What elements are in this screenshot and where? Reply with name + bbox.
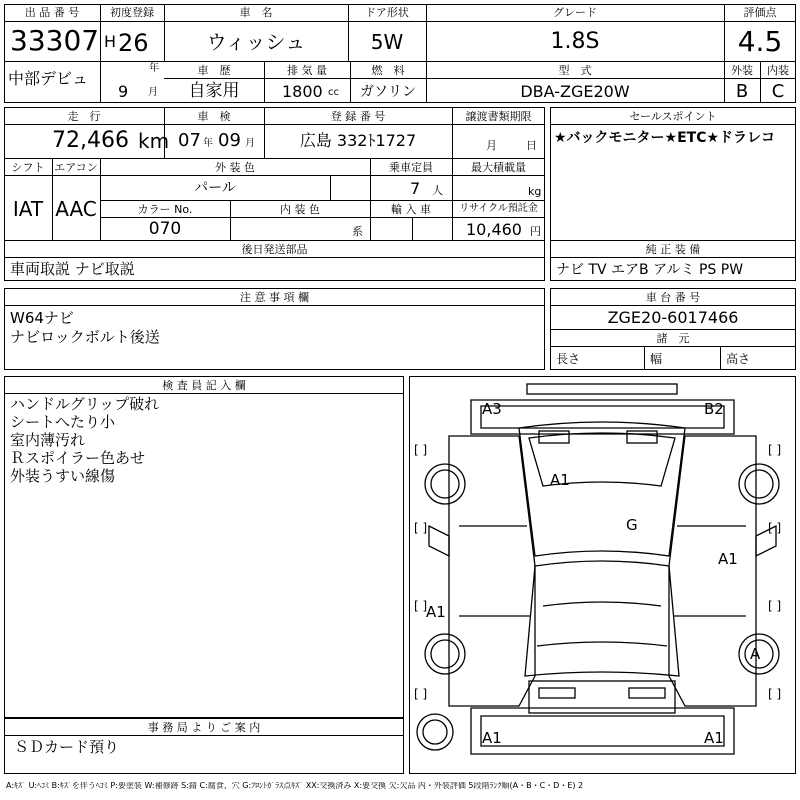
car-diagram <box>409 376 796 774</box>
sales-point: ★バックモニター★ETC★ドラレコ <box>554 130 776 146</box>
displacement-label: 排 気 量 <box>287 64 327 77</box>
transfer-day-unit: 日 <box>526 139 537 152</box>
notes-line: ナビロックボルト後送 <box>10 328 160 346</box>
inspector-label: 検 査 員 記 入 欄 <box>162 379 246 392</box>
inspection-year-unit: 年 <box>203 138 213 149</box>
diagram-bracket: [ ] <box>414 687 428 701</box>
registration-year: 26 <box>118 29 149 57</box>
inspector-line: 外装うすい線傷 <box>10 467 116 485</box>
office-note: ＳＤカード預り <box>14 738 120 756</box>
max-load-unit: kg <box>528 185 542 198</box>
damage-mark: A1 <box>482 729 502 747</box>
equipment-value: ナビ TV エアB アルミ PS PW <box>556 262 744 278</box>
history-label: 車 歴 <box>197 64 231 77</box>
legend: A:ｷｽﾞ U:ﾍｺﾐ B:ｷｽﾞを伴うﾍｺﾐ P:要塗装 W:補修跡 S:錆 C:腐食、穴 G:ﾌﾛﾝﾄｶﾞﾗｽ点ｷｽﾞ XX:交換済み X:要交換 欠:欠品 内・外装評価 5段階ﾗﾝｸ順(A・B・C・D・E) 2 <box>6 782 584 790</box>
inspection-month-unit: 月 <box>245 138 255 149</box>
score: 4.5 <box>737 25 783 58</box>
aircon-label: エアコン <box>54 161 98 174</box>
damage-mark: A <box>750 645 761 663</box>
diagram-bracket: [ ] <box>768 521 782 535</box>
inspector-line: シートへたり小 <box>10 413 116 431</box>
color-number-label: カラー No. <box>137 203 193 216</box>
grade-label: グレード <box>553 6 597 19</box>
interior-score: C <box>771 81 785 102</box>
parts-label: 後日発送部品 <box>241 243 308 256</box>
car-name-label: 車 名 <box>239 6 273 19</box>
plate-number: 広島 332ﾄ1727 <box>299 131 417 150</box>
inspection-label: 車 検 <box>197 110 231 123</box>
door-label: ドア形状 <box>365 6 409 19</box>
debut-label: 中部デビュ <box>8 69 89 88</box>
length-label: 長さ <box>556 352 581 366</box>
inspector-line: ハンドルグリップ破れ <box>10 395 160 413</box>
notes-label: 注 意 事 項 欄 <box>240 291 309 304</box>
color-number: 070 <box>148 219 182 239</box>
car-name: ウィッシュ <box>206 30 306 54</box>
damage-mark: A1 <box>426 603 446 621</box>
exterior-color: パール <box>194 180 236 196</box>
diagram-bracket: [ ] <box>414 599 428 613</box>
door-type: 5W <box>370 30 404 54</box>
fuel-label: 燃 料 <box>371 64 405 77</box>
damage-mark: A1 <box>704 729 724 747</box>
displacement: 1800 <box>282 82 323 101</box>
notes-line: W64ナビ <box>10 309 74 327</box>
recycle-label: リサイクル預託金 <box>459 203 538 214</box>
lot-number: 33307 <box>10 24 100 57</box>
damage-mark: A3 <box>482 400 502 418</box>
mileage: 72,466 <box>52 128 129 153</box>
mileage-unit: km <box>138 129 170 153</box>
capacity-unit: 人 <box>432 184 443 197</box>
chassis-label: 車 台 番 号 <box>645 291 701 304</box>
interior-score-label: 内装 <box>767 64 789 77</box>
capacity: 7 <box>410 179 421 198</box>
height-label: 高さ <box>726 352 751 366</box>
damage-mark: A1 <box>550 471 570 489</box>
inspector-line: Ｒスポイラー色あせ <box>10 449 146 467</box>
import-label: 輸 入 車 <box>391 203 431 216</box>
history: 自家用 <box>188 81 240 101</box>
dimensions-label: 諸 元 <box>656 332 690 345</box>
registration-month: 9 <box>118 82 129 101</box>
inspection-year: 07 <box>178 130 201 151</box>
recycle-unit: 円 <box>530 225 541 238</box>
recycle-fee: 10,460 <box>466 220 522 239</box>
parts-value: 車両取説 ナビ取説 <box>10 260 135 278</box>
transfer-month-unit: 月 <box>486 139 497 152</box>
office-label: 事 務 局 よ り ご 案 内 <box>147 721 261 734</box>
capacity-label: 乗車定員 <box>389 161 433 174</box>
damage-mark: G <box>626 516 638 534</box>
inspector-line: 室内薄汚れ <box>10 431 86 449</box>
displacement-unit: cc <box>328 87 339 98</box>
model-label: 型 式 <box>558 64 592 77</box>
shift: IAT <box>12 197 44 221</box>
era: H <box>104 32 117 51</box>
month-unit: 月 <box>148 87 158 98</box>
sales-point-label: セールスポイント <box>629 110 717 123</box>
inspection-month: 09 <box>218 130 241 151</box>
fuel: ガソリン <box>360 84 416 100</box>
transfer-deadline-label: 譲渡書類期限 <box>465 110 532 123</box>
interior-color-label: 内 装 色 <box>280 203 320 216</box>
diagram-bracket: [ ] <box>414 443 428 457</box>
width-label: 幅 <box>650 352 663 366</box>
diagram-bracket: [ ] <box>768 443 782 457</box>
model-code: DBA-ZGE20W <box>520 82 630 101</box>
diagram-bracket: [ ] <box>768 599 782 613</box>
interior-color-unit: 系 <box>352 225 363 238</box>
exterior-color-label: 外 装 色 <box>215 161 255 174</box>
exterior-score-label: 外装 <box>731 64 753 77</box>
aircon: AAC <box>55 197 97 221</box>
max-load-label: 最大積載量 <box>471 161 526 174</box>
score-label: 評価点 <box>743 6 777 19</box>
damage-mark: A1 <box>718 550 738 568</box>
chassis-number: ZGE20-6017466 <box>607 308 739 327</box>
mileage-label: 走 行 <box>67 110 101 123</box>
equipment-label: 純 正 装 備 <box>645 243 701 256</box>
damage-mark: B2 <box>704 400 724 418</box>
exterior-score: B <box>735 81 749 102</box>
diagram-bracket: [ ] <box>414 521 428 535</box>
lot-number-label: 出 品 番 号 <box>24 6 80 19</box>
first-registration-label: 初度登録 <box>110 6 154 19</box>
plate-label: 登 録 番 号 <box>330 110 386 123</box>
grade: 1.8S <box>550 29 600 54</box>
year-unit: 年 <box>149 63 159 74</box>
shift-label: シフト <box>11 161 45 174</box>
diagram-bracket: [ ] <box>768 687 782 701</box>
